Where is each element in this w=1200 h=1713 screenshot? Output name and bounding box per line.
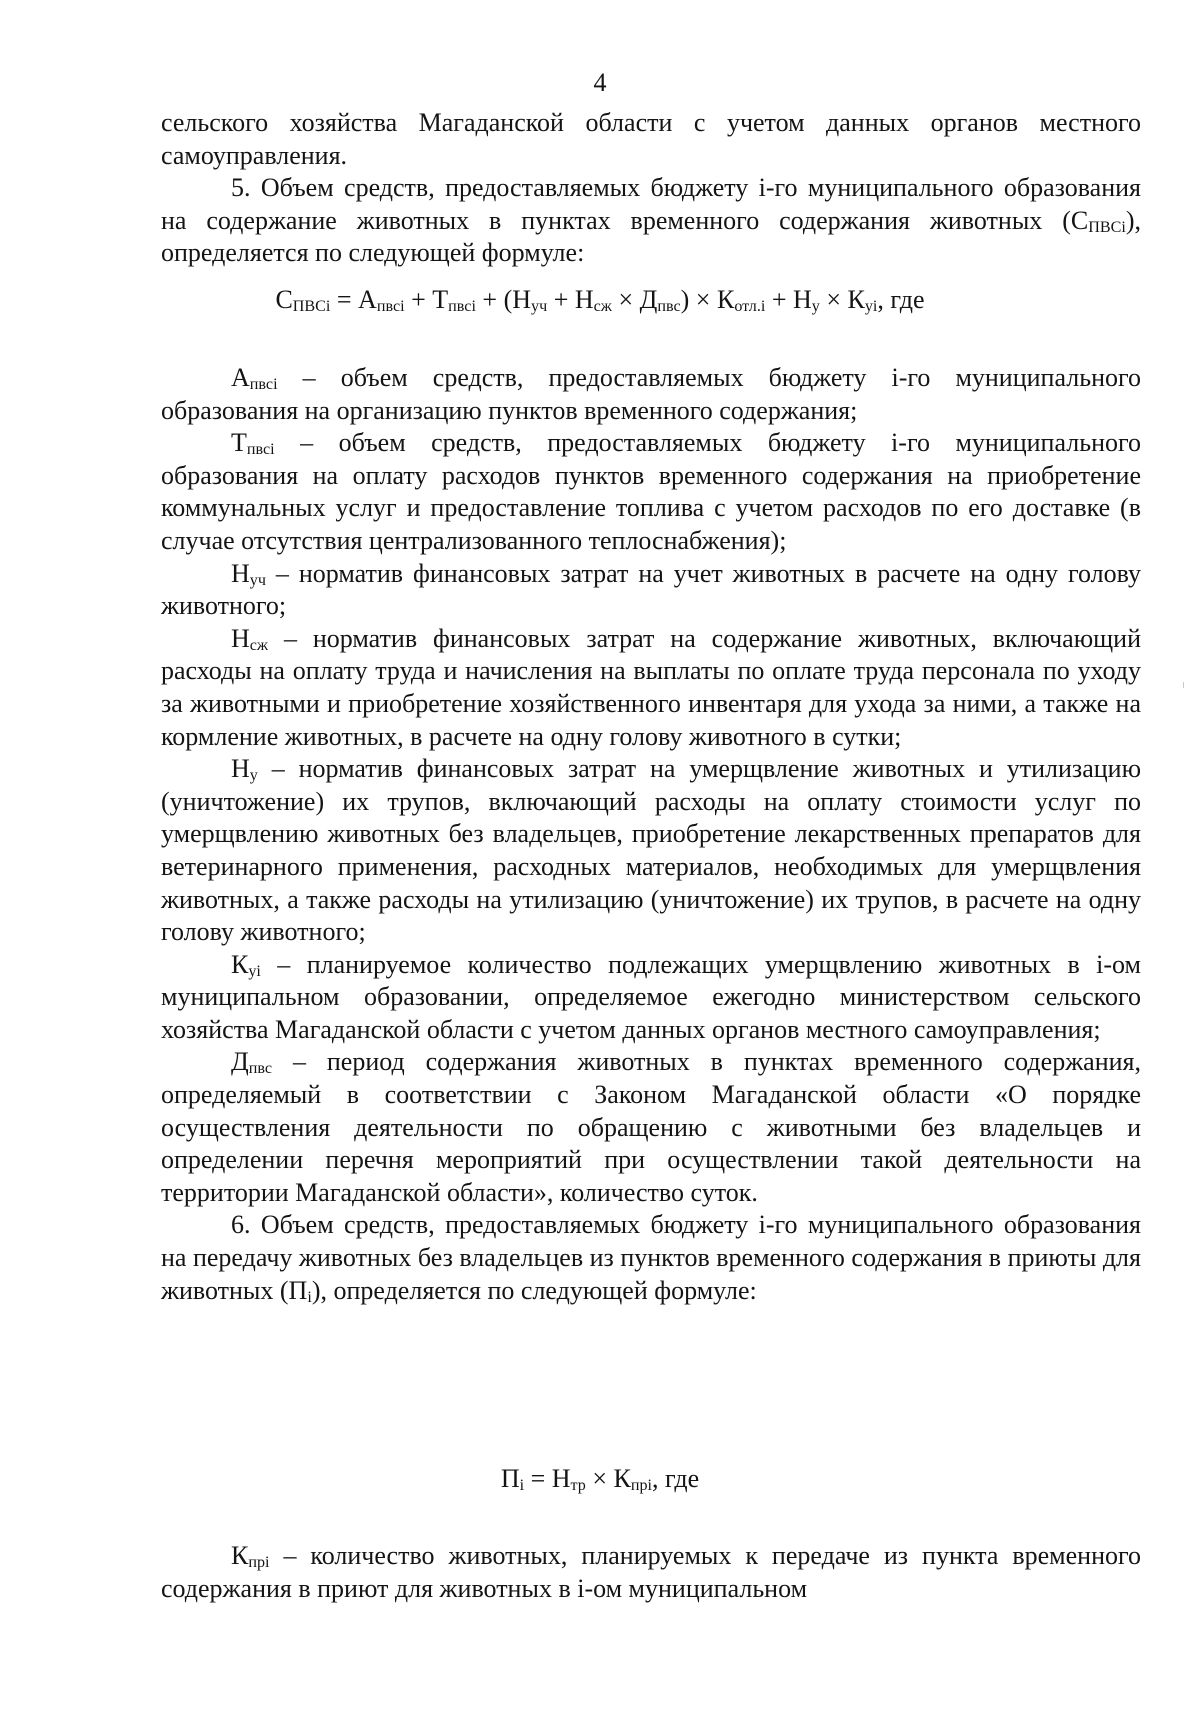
subscript: i: [519, 1477, 525, 1495]
definition-text: – объем средств, предоставляемых бюджету i-го муниципального образования на организацию пунктов временного содержания;: [161, 363, 1141, 425]
intro-block: [161, 107, 1141, 270]
subscript: пвс: [657, 298, 681, 316]
formula-symbol: + Н: [547, 285, 594, 314]
definition-text: – количество животных, планируемых к передаче из пункта временного содержания в приют для животных в i-ом муниципальном: [161, 1541, 1141, 1603]
paragraph-text: 5. Объем средств, предоставляемых бюджету i-го муниципального образования на содержание животных в пунктах временного содержания животных (С: [161, 173, 1141, 235]
definition-a: [161, 362, 1141, 427]
scan-mark: [1183, 682, 1184, 688]
subscript: уi: [864, 298, 878, 316]
formula-symbol: + Н: [765, 285, 812, 314]
subscript: пвсi: [448, 298, 476, 316]
subscript: пвс: [248, 1060, 273, 1078]
subscript: у: [811, 298, 820, 316]
subscript: отл.i: [734, 298, 766, 316]
subscript: уч: [249, 571, 266, 589]
definition-t: [161, 427, 1141, 557]
subscript: ПВСi: [1088, 219, 1126, 236]
formula-symbol: × К: [585, 1464, 631, 1493]
definition-kpri: [161, 1540, 1141, 1605]
formula-cpvs: [0, 284, 1200, 316]
definition-ny: [161, 753, 1141, 949]
symbol: Т: [231, 428, 247, 458]
definition-text: – планируемое количество подлежащих умерщвлению животных в i-ом муниципальном образовании, определяемое ежегодно министерством сельского хозяйства Магаданской области с учетом данных органов местного самоуправления;: [161, 949, 1141, 1044]
formula-symbol: П: [500, 1464, 520, 1493]
symbol: Н: [231, 754, 250, 784]
formula-p: [0, 1463, 1200, 1495]
subscript: пвсi: [246, 441, 275, 459]
subscript: тр: [570, 1477, 586, 1495]
formula-symbol: + Т: [404, 285, 449, 314]
subscript: пвсi: [249, 376, 278, 394]
definition-kpri-block: [161, 1540, 1141, 1605]
definition-kyi: [161, 949, 1141, 1047]
formula-symbol: + (Н: [475, 285, 532, 314]
definition-text: – объем средств, предоставляемых бюджету i-го муниципального образования на оплату расходов пунктов временного содержания на приобретение коммунальных услуг и предоставление топлива с учетом расходов по его доставке (в случае отсутствия централизованного теплоснабжения);: [161, 428, 1141, 555]
subscript: i: [307, 1288, 312, 1306]
formula-symbol: ) × К: [680, 285, 735, 314]
subscript: уi: [248, 962, 261, 980]
paragraph-6: [161, 1209, 1141, 1307]
formula-symbol: × К: [819, 285, 865, 314]
paragraph-5: [161, 172, 1141, 270]
subscript: прi: [630, 1477, 653, 1495]
definition-text: – норматив финансовых затрат на умерщвление животных и утилизацию (уничтожение) их трупов, включающий расходы на оплату стоимости услуг по умерщвлению животных без владельцев, приобретение лекарственных препаратов для ветеринарного применения, расходных материалов, необходимых для умерщвления животных, а также расходы на утилизацию (уничтожение) их трупов, в расчете на одну голову животного;: [161, 754, 1141, 947]
definition-d: [161, 1046, 1141, 1209]
definition-nuch: [161, 558, 1141, 623]
paragraph-text: ), определяется по следующей формуле:: [161, 205, 1141, 268]
formula-symbol: = А: [330, 285, 377, 314]
symbol: А: [231, 363, 250, 392]
symbol: Д: [231, 1047, 249, 1077]
subscript: пвсi: [376, 298, 405, 316]
formula-symbol: = Н: [524, 1464, 571, 1493]
subscript: сж: [249, 636, 269, 654]
symbol: Н: [231, 623, 250, 653]
symbol: Н: [231, 558, 250, 588]
subscript: прi: [248, 1554, 270, 1572]
formula-symbol: , где: [652, 1464, 700, 1493]
definition-text: – норматив финансовых затрат на содержание животных, включающий расходы на оплату труда и начисления на выплаты по оплате труда персонала по уходу за животными и приобретение хозяйственного инвентаря для ухода за ними, а также на кормление животных, в расчете на одну голову животного в сутки;: [161, 623, 1141, 751]
subscript: ПВСi: [292, 298, 331, 316]
paragraph: сельского хозяйства Магаданской области с учетом данных органов местного самоуправления.: [161, 108, 1141, 170]
subscript: уч: [531, 298, 548, 316]
definition-nszh: [161, 623, 1141, 753]
formula-symbol: С: [275, 285, 293, 314]
definitions-block: [161, 362, 1141, 1307]
definition-text: – период содержания животных в пунктах временного содержания, определяемый в соответствии с Законом Магаданской области «О порядке осуществления деятельности по обращению с животными без владельцев и определении перечня мероприятий при осуществлении такой деятельности на территории Магаданской области», количество суток.: [161, 1047, 1141, 1207]
symbol: К: [231, 1541, 249, 1570]
formula-symbol: × Д: [611, 285, 658, 314]
definition-text: – норматив финансовых затрат на учет животных в расчете на одну голову животного;: [161, 558, 1141, 621]
formula-symbol: , где: [877, 285, 925, 314]
subscript: у: [249, 767, 258, 785]
paragraph-text: 6. Объем средств, предоставляемых бюджету i-го муниципального образования на передачу животных без владельцев из пунктов временного содержания в приюты для животных (П: [161, 1210, 1141, 1305]
paragraph-text: ), определяется по следующей формуле:: [311, 1275, 757, 1305]
symbol: К: [231, 949, 249, 979]
page-number: 4: [593, 68, 607, 97]
subscript: сж: [593, 298, 612, 316]
